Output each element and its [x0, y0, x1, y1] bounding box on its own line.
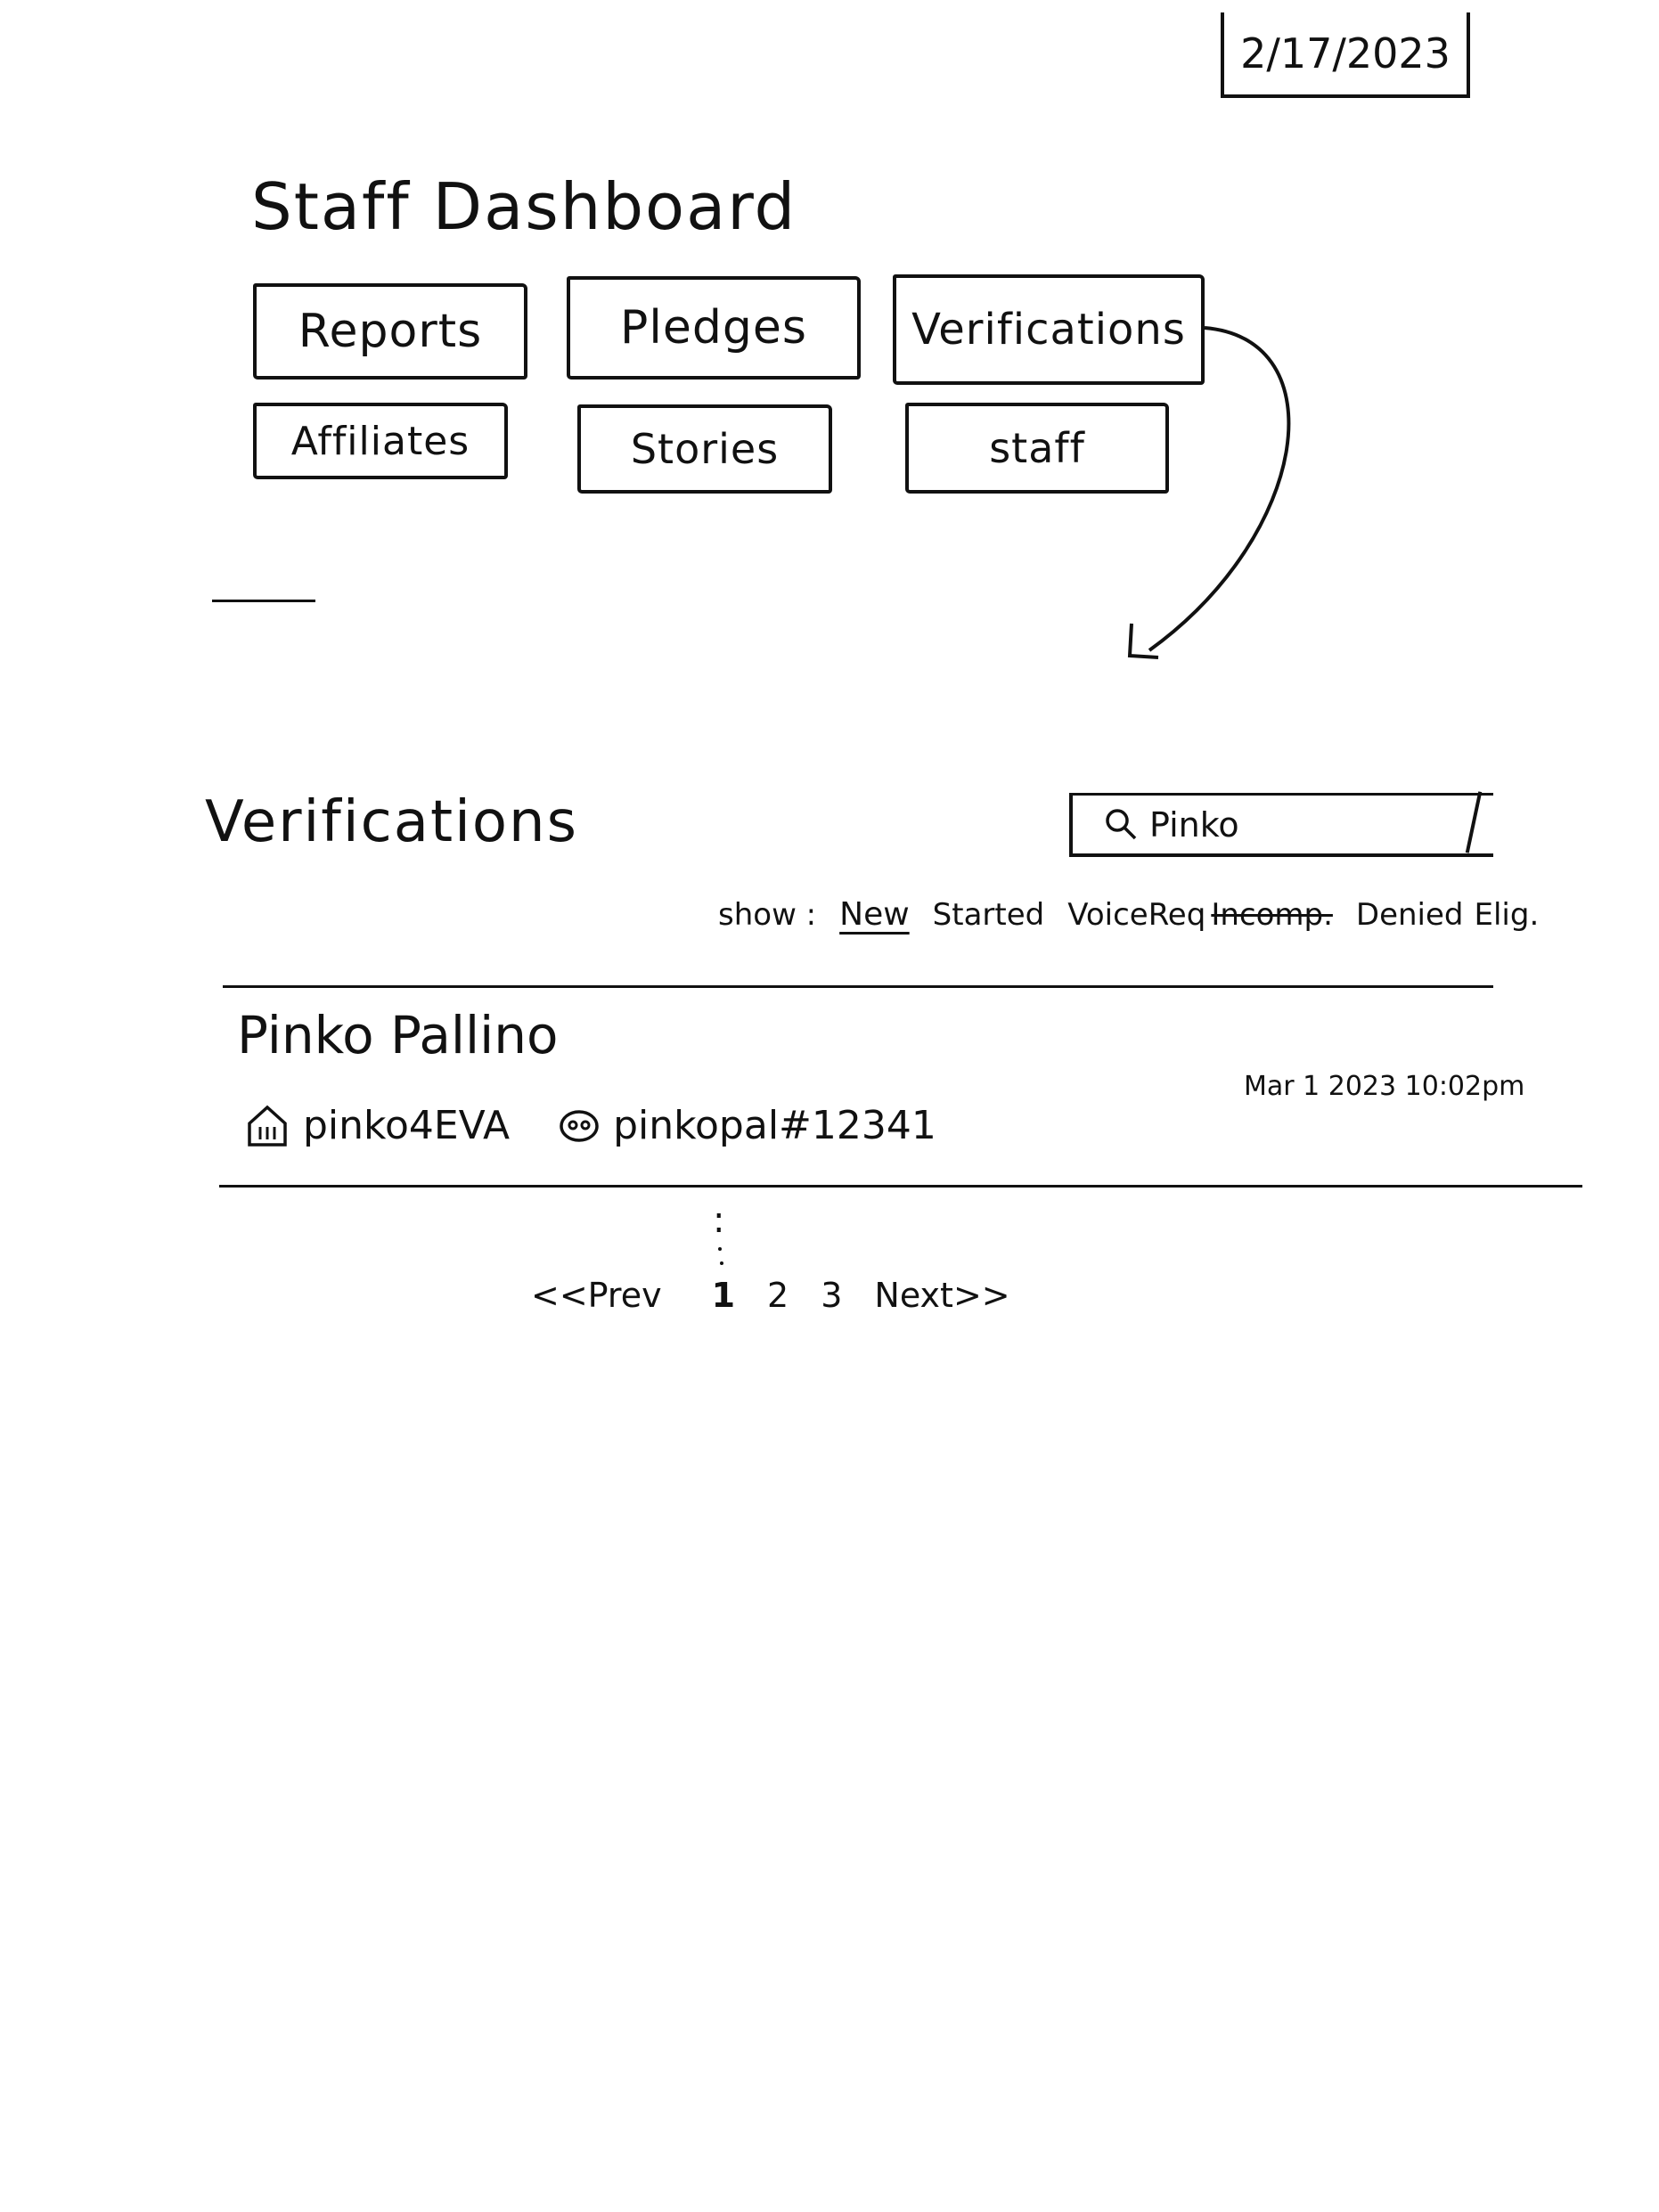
handles-line [244, 1103, 936, 1148]
page-1-link[interactable]: 1 [711, 1276, 736, 1315]
search-value: Pinko [1149, 804, 1239, 845]
filter-label: show : [718, 897, 817, 933]
page-3-link[interactable]: 3 [821, 1276, 843, 1315]
verification-row[interactable] [223, 991, 1586, 1185]
prev-page-link[interactable]: <<Prev [531, 1276, 662, 1315]
page-title: Staff Dashboard [251, 169, 797, 244]
more-indicator: : [713, 1200, 725, 1241]
discord-icon [558, 1108, 601, 1144]
section-title: Verifications [205, 789, 578, 855]
page-2-link[interactable]: 2 [767, 1276, 789, 1315]
list-top-divider [223, 985, 1493, 988]
more-dots-2 [720, 1261, 723, 1265]
list-bottom-divider [219, 1185, 1582, 1188]
applicant-name: Pinko Pallino [237, 1005, 559, 1065]
nav-staff-button[interactable]: staff [905, 403, 1169, 494]
filter-elig[interactable]: Elig. [1474, 897, 1540, 933]
search-input[interactable] [1069, 793, 1493, 857]
search-icon [1103, 806, 1140, 844]
date-text: 2/17/2023 [1240, 29, 1451, 78]
nav-pledges-button[interactable]: Pledges [567, 276, 861, 380]
nav-verifications-button[interactable]: Verifications [893, 274, 1205, 385]
twitch-handle: pinko4EVA [303, 1103, 511, 1148]
twitch-icon [244, 1104, 290, 1148]
applicant-timestamp: Mar 1 2023 10:02pm [1244, 1071, 1525, 1102]
filter-bar [718, 896, 1539, 933]
nav-affiliates-button[interactable]: Affiliates [253, 403, 508, 479]
next-page-link[interactable]: Next>> [874, 1276, 1010, 1315]
nav-reports-button[interactable]: Reports [253, 283, 527, 380]
pagination [531, 1276, 1010, 1315]
filter-voicereq[interactable]: VoiceReq [1067, 897, 1206, 933]
more-dots [718, 1247, 722, 1251]
discord-handle: pinkopal#12341 [613, 1103, 936, 1148]
filter-new[interactable]: New [839, 896, 910, 933]
filter-incomp[interactable]: Incomp. [1211, 897, 1333, 933]
nav-stories-button[interactable]: Stories [577, 404, 832, 494]
filter-started[interactable]: Started [932, 897, 1045, 933]
filter-denied[interactable]: Denied [1355, 897, 1464, 933]
